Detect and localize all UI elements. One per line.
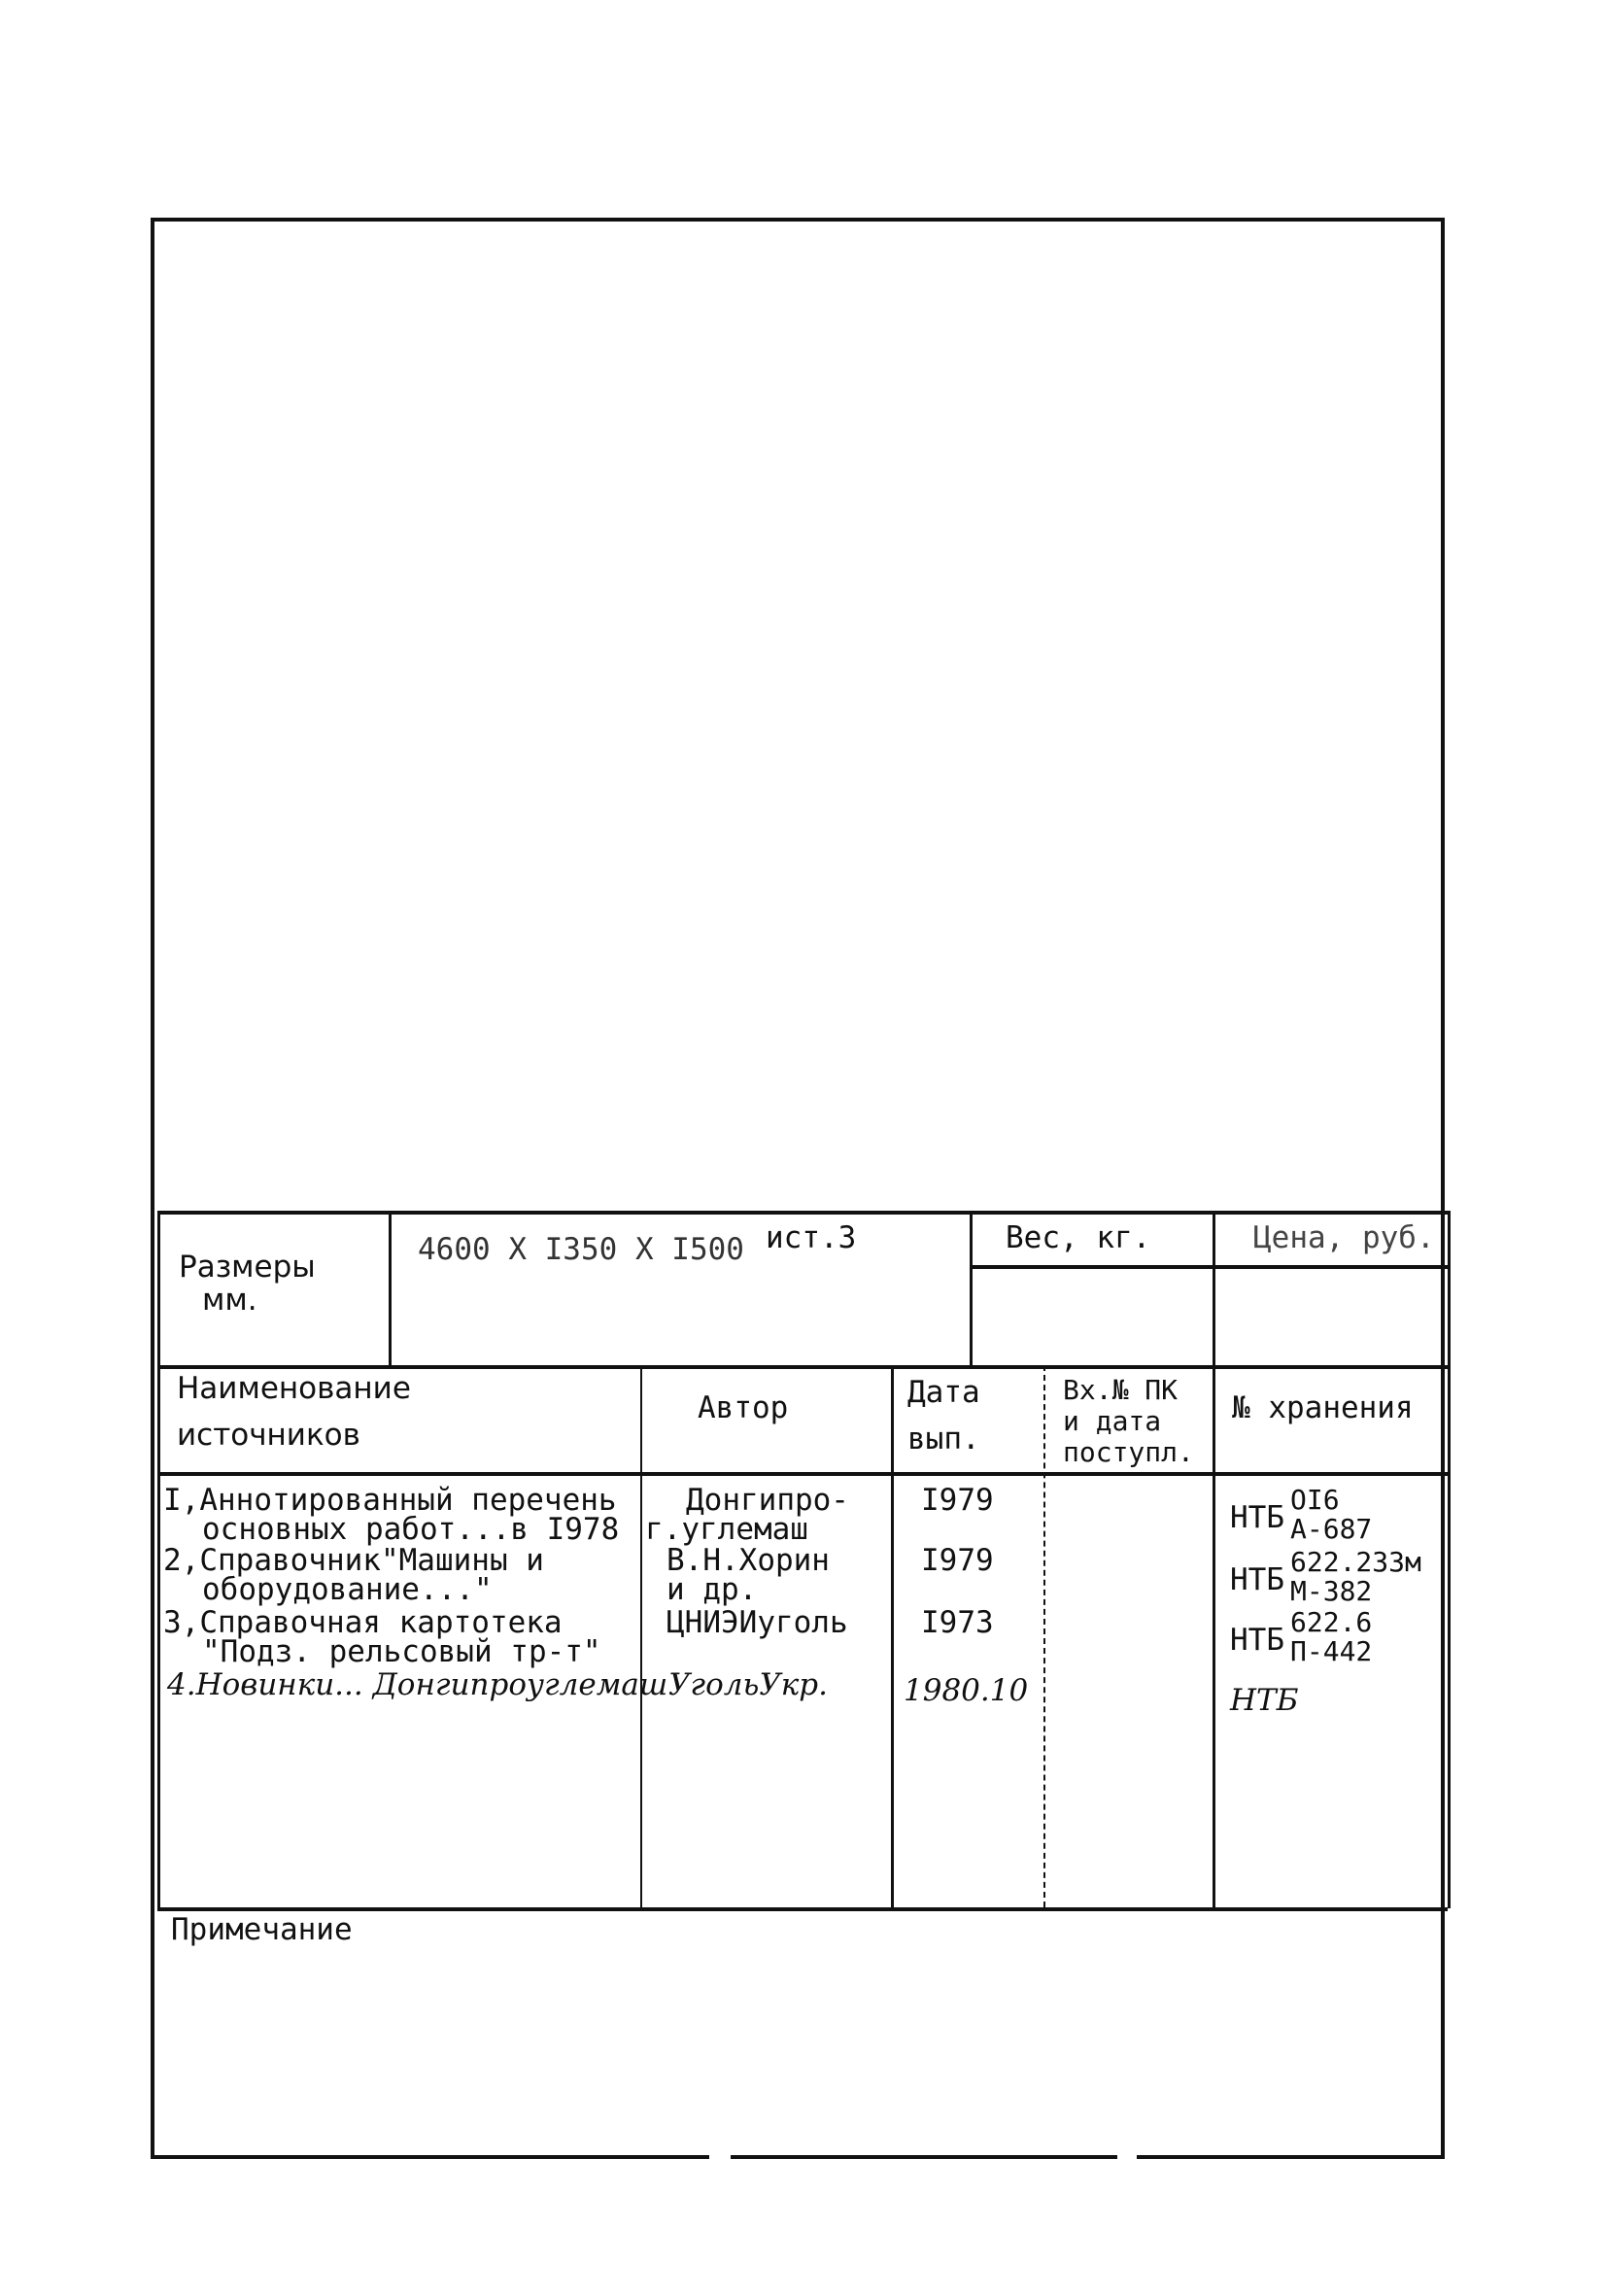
row-3-storage-top: 622.6 xyxy=(1290,1606,1373,1638)
columns-top-line xyxy=(157,1365,1448,1369)
column-header-date-2: вып. xyxy=(907,1422,980,1456)
row-3-storage-prefix: НТБ xyxy=(1230,1623,1284,1658)
row-1-storage-prefix: НТБ xyxy=(1230,1500,1284,1535)
row-1-author: Донгипро- xyxy=(686,1483,849,1518)
row-1-storage-bottom: А-687 xyxy=(1290,1513,1373,1545)
column-header-storage: № хранения xyxy=(1232,1390,1414,1425)
size-value-divider xyxy=(970,1211,973,1366)
column-header-entry: Вх.№ ПК xyxy=(1063,1374,1179,1406)
border-gap xyxy=(1117,2152,1137,2160)
row-1-author-2: г.углемаш xyxy=(645,1512,808,1547)
weight-price-divider xyxy=(1213,1211,1215,1366)
row-4-storage-prefix: НТБ xyxy=(1230,1683,1299,1718)
date-entry-divider xyxy=(1043,1365,1045,1907)
size-label: Размеры xyxy=(179,1250,316,1285)
document-frame xyxy=(151,218,1445,2159)
row-2-storage-top: 622.233м xyxy=(1290,1546,1421,1578)
row-3-name: 3,Справочная картотека xyxy=(163,1605,563,1640)
row-2-author-2: и др. xyxy=(666,1572,758,1607)
entry-storage-divider xyxy=(1213,1365,1215,1907)
row-3-author: ЦНИЭИуголь xyxy=(666,1605,848,1640)
row-4-author: УгольУкр. xyxy=(668,1667,828,1702)
row-1-date: I979 xyxy=(921,1483,994,1518)
row-4-date: 1980.10 xyxy=(904,1673,1029,1708)
row-3-storage-bottom: П-442 xyxy=(1290,1635,1373,1667)
row-2-name-2: оборудование..." xyxy=(202,1572,493,1607)
column-header-author: Автор xyxy=(698,1390,789,1425)
left-inner-border xyxy=(157,1211,160,1908)
right-inner-border xyxy=(1448,1211,1451,1908)
size-unit-label: мм. xyxy=(202,1283,257,1318)
size-value: 4600 Х I350 Х I500 xyxy=(418,1232,744,1267)
row-2-author: В.Н.Хорин xyxy=(666,1543,830,1578)
column-header-name-2: источников xyxy=(177,1418,360,1453)
column-header-entry-2: и дата xyxy=(1063,1405,1162,1437)
row-4-name: 4.Новинки... Донгипроуглемаш xyxy=(167,1667,668,1702)
notes-label: Примечание xyxy=(171,1912,353,1947)
columns-bottom-line xyxy=(157,1472,1448,1476)
notes-top-line xyxy=(157,1907,1448,1911)
row-3-date: I973 xyxy=(921,1605,994,1640)
row-3-name-2: "Подз. рельсовый тр-т" xyxy=(202,1634,601,1669)
sheet-label: ист.3 xyxy=(766,1220,857,1255)
size-label-divider xyxy=(389,1211,392,1366)
row-2-storage-bottom: М-382 xyxy=(1290,1575,1373,1607)
row-1-name: I,Аннотированный перечень xyxy=(163,1483,617,1518)
weight-label: Вес, кг. xyxy=(1006,1220,1151,1255)
header-top-line xyxy=(157,1211,1448,1215)
name-author-divider xyxy=(640,1365,642,1907)
row-1-name-2: основных работ...в I978 xyxy=(202,1512,620,1547)
price-label: Цена, руб. xyxy=(1253,1220,1435,1255)
row-2-storage-prefix: НТБ xyxy=(1230,1562,1284,1597)
column-header-name: Наименование xyxy=(177,1371,411,1406)
row-2-date: I979 xyxy=(921,1543,994,1578)
author-date-divider xyxy=(891,1365,894,1907)
row-1-storage-top: OI6 xyxy=(1290,1484,1340,1516)
column-header-entry-3: поступл. xyxy=(1063,1436,1194,1468)
row-2-name: 2,Справочник"Машины и xyxy=(163,1543,544,1578)
column-header-date: Дата xyxy=(907,1375,980,1410)
border-gap xyxy=(709,2152,731,2160)
weight-price-subline xyxy=(972,1265,1448,1269)
